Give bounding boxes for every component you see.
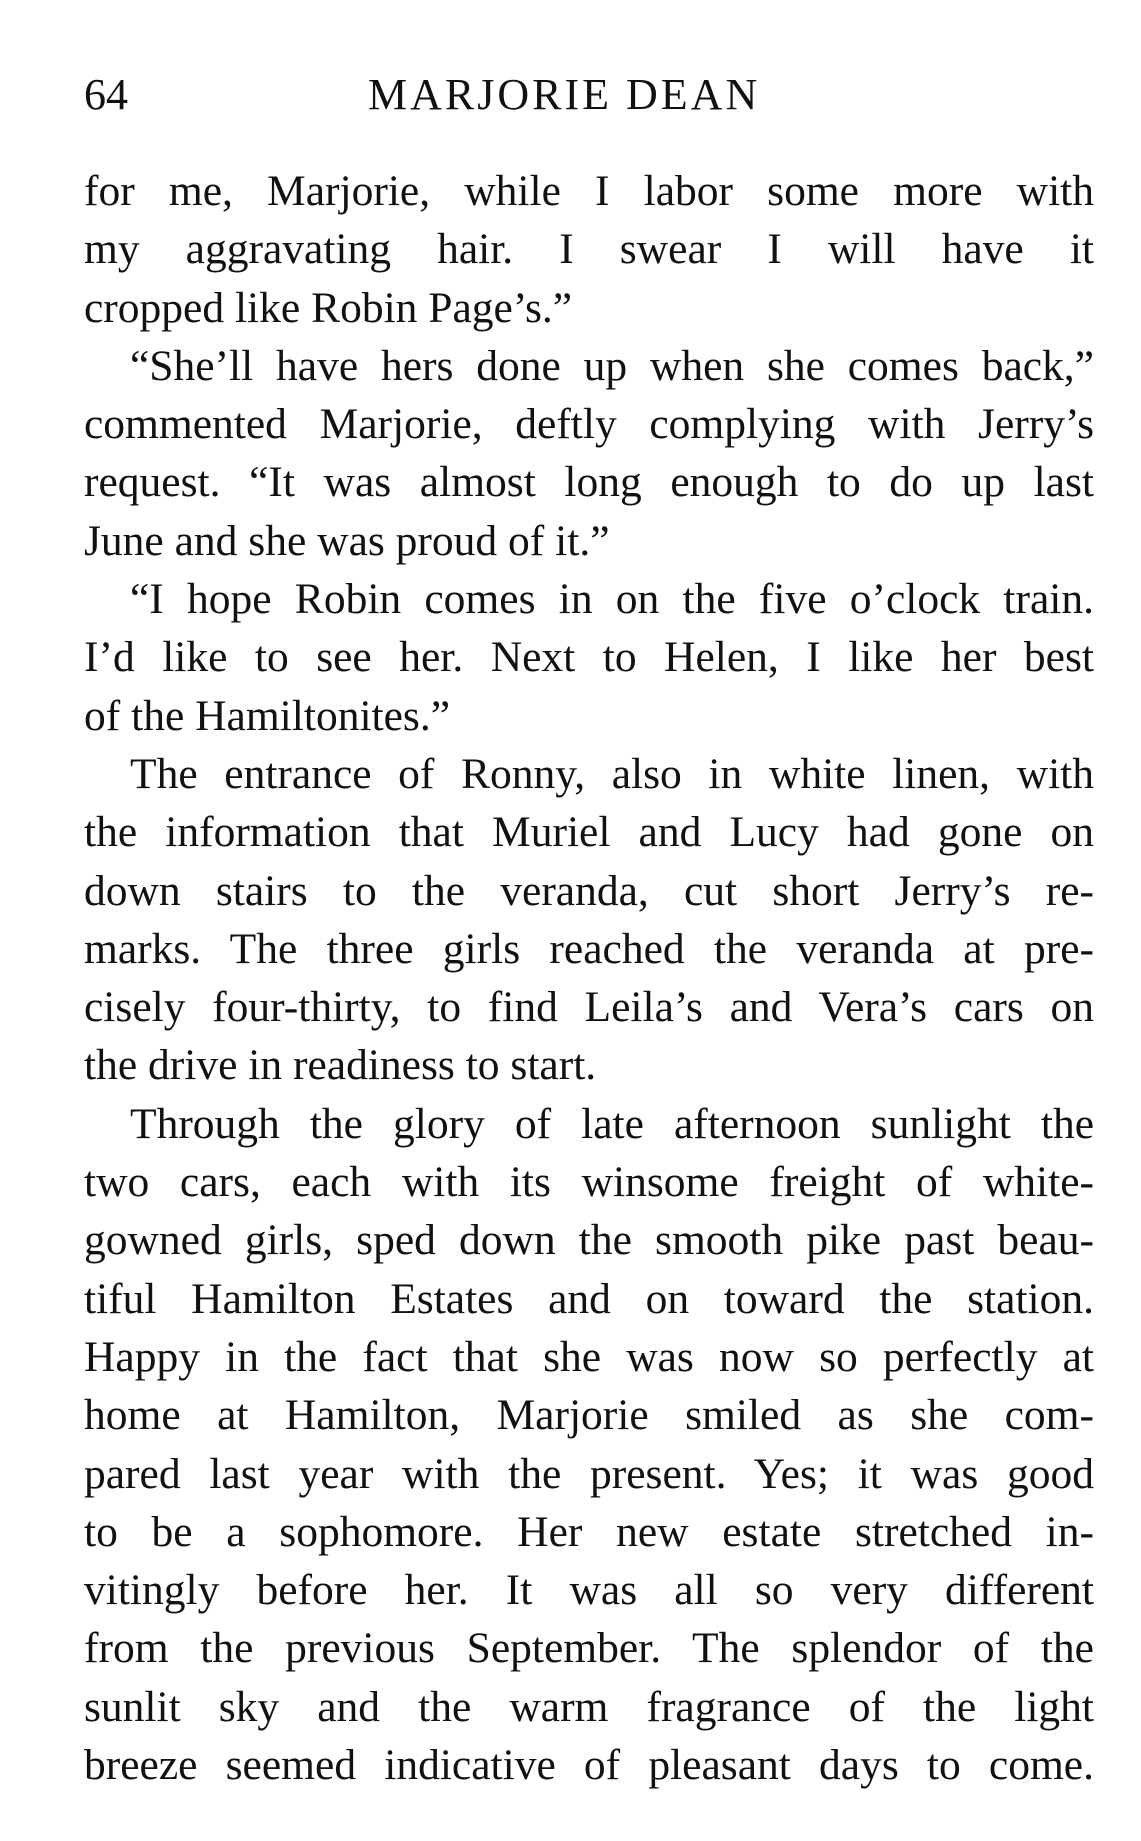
text-line: tiful Hamilton Estates and on toward the station. <box>84 1274 1094 1323</box>
text-line: sunlit sky and the warm fragrance of the light <box>84 1682 1094 1731</box>
text-line: vitingly before her. It was all so very different <box>84 1566 1094 1615</box>
text-line: breeze seemed indicative of pleasant days to come. <box>84 1741 1094 1790</box>
text-line: June and she was proud of it.” <box>84 516 610 565</box>
text-line: to be a sophomore. Her new estate stretched in- <box>84 1507 1094 1556</box>
text-line: “I hope Robin comes in on the five o’clock train. <box>130 575 1094 624</box>
book-title: MARJORIE DEAN <box>368 70 761 119</box>
text-line: commented Marjorie, deftly complying with Jerry’s <box>84 400 1094 449</box>
text-line: The entrance of Ronny, also in white linen, with <box>130 749 1094 798</box>
text-line: of the Hamiltonites.” <box>84 691 451 740</box>
text-line: Happy in the fact that she was now so perfectly at <box>84 1332 1094 1381</box>
text-line: from the previous September. The splendor of the <box>84 1624 1094 1673</box>
text-line: Through the glory of late afternoon sunlight the <box>130 1099 1094 1148</box>
running-head <box>84 60 1094 130</box>
text-line: I’d like to see her. Next to Helen, I like her best <box>84 633 1094 682</box>
text-line: cisely four-thirty, to find Leila’s and Vera’s cars on <box>84 983 1094 1032</box>
text-line: for me, Marjorie, while I labor some more with <box>84 167 1094 215</box>
text-line: the drive in readiness to start. <box>84 1041 597 1090</box>
text-line: my aggravating hair. I swear I will have it <box>84 225 1094 274</box>
text-line: the information that Muriel and Lucy had gone on <box>84 808 1094 857</box>
text-line: two cars, each with its winsome freight of white- <box>84 1158 1094 1207</box>
text-line: cropped like Robin Page’s.” <box>84 283 573 332</box>
text-line: “She’ll have hers done up when she comes back,” <box>130 341 1094 390</box>
text-line: pared last year with the present. Yes; it was good <box>84 1449 1094 1498</box>
text-line: down stairs to the veranda, cut short Jerry’s re- <box>84 866 1094 915</box>
text-line: gowned girls, sped down the smooth pike past beau- <box>84 1216 1094 1265</box>
text-line: request. “It was almost long enough to do up last <box>84 458 1094 507</box>
body-text <box>84 162 1094 1794</box>
page-number: 64 <box>84 70 128 119</box>
text-line: home at Hamilton, Marjorie smiled as she com- <box>84 1391 1094 1440</box>
text-line: marks. The three girls reached the veranda at pre- <box>84 924 1094 973</box>
